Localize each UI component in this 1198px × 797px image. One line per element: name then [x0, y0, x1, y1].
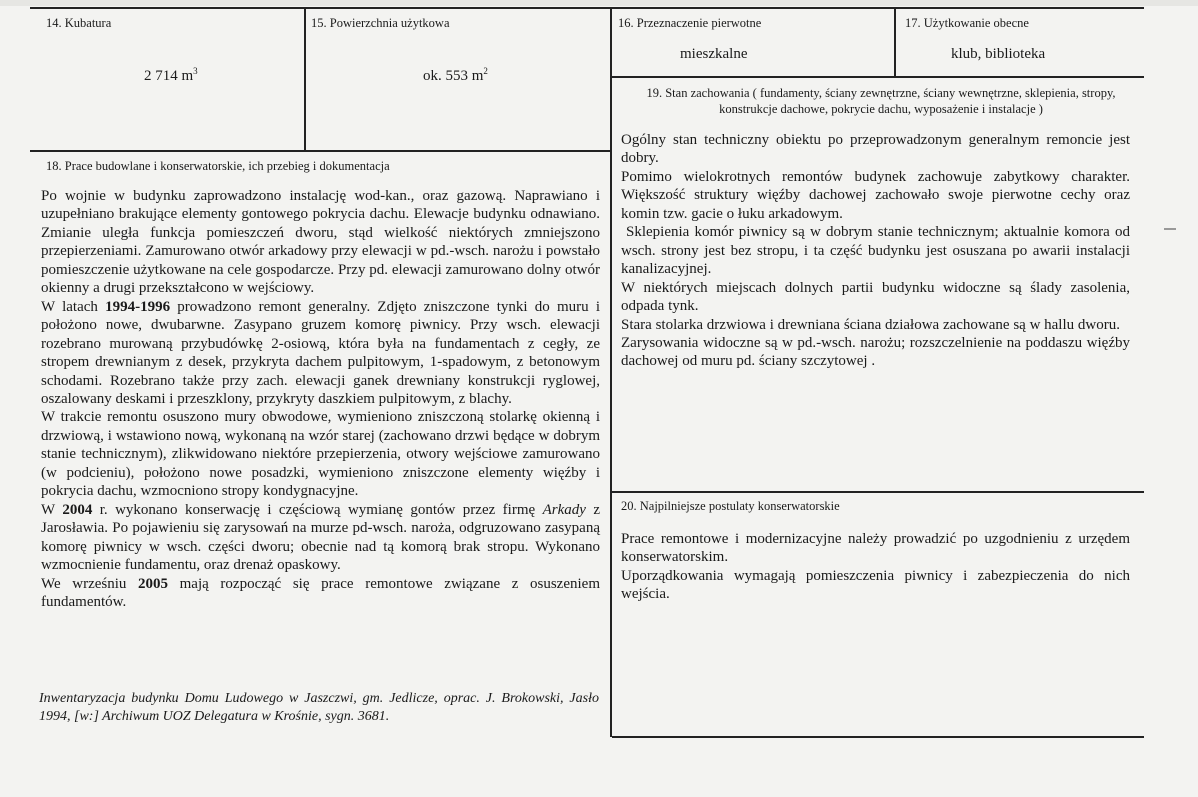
section19-paragraph: Zarysowania widoczne są w pd.-wsch. narożu; rozszczelnienie na poddaszu więźby dachowej od muru pd. ściany szczytowej . — [621, 334, 1130, 370]
sheet-top-edge — [0, 0, 1198, 6]
text: We wrześniu — [41, 575, 139, 592]
text: W latach — [41, 298, 106, 315]
section20-body — [621, 530, 1130, 604]
powierzchnia-value — [423, 62, 488, 85]
przeznaczenie-label: 16. Przeznaczenie pierwotne — [618, 16, 762, 30]
divider-16-17 — [894, 7, 896, 77]
powierzchnia-label: 15. Powierzchnia użytkowa — [311, 16, 450, 30]
section20-paragraph: Prace remontowe i modernizacyjne należy prowadzić po uzgodnieniu z urzędem konserwatorskim. — [621, 531, 1130, 566]
section19-paragraph: Stara stolarka drzwiowa i drewniana ściana działowa zachowane są w hallu dworu. — [621, 316, 1120, 333]
section19-paragraph: Pomimo wielokrotnych remontów budynek zachowuje zabytkowy charakter. Większość struktury więźby dachowej zachowało swoje pierwotne cechy oraz komin tzw. gacie o łuku arkadowym. — [621, 168, 1130, 222]
rule-19-20 — [612, 491, 1144, 493]
kubatura-number: 2 714 m — [144, 68, 194, 84]
kubatura-value — [144, 62, 198, 85]
text: prowadzono remont generalny. Zdjęto zniszczone tynki do muru i położono nowe, dwubarwne. Zasypano gruzem komorę piwnicy. Przy wsch. elewacji rozebrano murowaną przybudówkę 2-osiową, która była na fundamentach z cegły, ze stropem drewnianym z desek, przykryta dachem pulpitowym, 1-spadowym, z betonowym schodami. Rozebrano także przy zach. elewacji ganek drewniany konstrukcji ryglowej, oszalowany deskami i przeszklony, przykryty daszkiem pulpitowym, z blachy. — [41, 298, 601, 407]
uzytkowanie-value: klub, biblioteka — [951, 46, 1046, 62]
section18-paragraph — [41, 298, 600, 409]
section19-paragraph: Ogólny stan techniczny obiektu po przeprowadzonym generalnym remoncie jest dobry. — [621, 132, 1130, 167]
years-1994-1996: 1994-1996 — [105, 298, 171, 315]
divider-15-16 — [610, 7, 612, 737]
section18-label: 18. Prace budowlane i konserwatorskie, ich przebieg i dokumentacja — [46, 159, 390, 173]
section19-paragraph: W niektórych miejscach dolnych partii budynku widoczne są ślady zasolenia, odpada tynk. — [621, 279, 1130, 315]
kubatura-exponent: 3 — [193, 66, 198, 76]
archive-reference-note: Inwentaryzacja budynku Domu Ludowego w Jaszczwi, gm. Jedlicze, oprac. J. Brokowski, Jasło 1994, [w:] Archiwum UOZ Delegatura w Krośnie, sygn. 3681. — [39, 691, 599, 724]
section18-paragraph — [41, 575, 600, 612]
text: mają rozpocząć się prace remontowe związane z osuszeniem fundamentów. — [41, 575, 600, 610]
scan-mark — [1164, 228, 1176, 230]
section20-label: 20. Najpilniejsze postulaty konserwatorskie — [621, 499, 840, 513]
powierzchnia-exponent: 2 — [483, 66, 488, 76]
firm-name: Arkady — [542, 501, 586, 518]
section18-paragraph: Po wojnie w budynku zaprowadzono instalację wod-kan., oraz gazową. Naprawiano i uzupełniano brakujące elementy gontowego pokrycia dachu. Elewacje budynku odnawiano. Zmianie uległa funkcja pomieszczeń dworu, stąd wielkość niektórych zmniejszono przepierzeniami. Zamurowano otwór arkadowy przy elewacji w pd.-wsch. narożu i powstało pomieszczenie użytkowane na cele gospodarcze. Przy pd. elewacji zamurowano dolny otwór okienny a drugi przekształcono w wejściowy. — [41, 188, 600, 297]
przeznaczenie-value: mieszkalne — [680, 46, 748, 62]
uzytkowanie-label: 17. Użytkowanie obecne — [905, 16, 1029, 30]
text: r. wykonano konserwację i częściową wymianę gontów przez firmę — [92, 501, 543, 518]
section19-label: 19. Stan zachowania ( fundamenty, ściany zewnętrzne, ściany wewnętrzne, sklepienia, stropy, konstrukcje dachowe, pokrycie dachu, wyposażenie i instalacje ) — [646, 86, 1116, 116]
divider-14-15 — [304, 7, 306, 152]
bottom-rule — [612, 736, 1144, 738]
section19-paragraph: Sklepienia komór piwnicy są w dobrym stanie technicznym; aktualnie komora od wsch. strony jest bez stropu, i ta część budynku jest osuszana po awarii instalacji kanalizacyjnej. — [621, 224, 1130, 278]
section19-body — [621, 131, 1130, 371]
kubatura-label: 14. Kubatura — [46, 16, 112, 30]
section18-paragraph — [41, 501, 600, 575]
year-2005: 2005 — [138, 575, 169, 592]
rule-14-18 — [30, 150, 610, 152]
top-rule — [30, 7, 1144, 9]
text: W — [41, 501, 63, 518]
section18-body — [41, 187, 600, 611]
section18-paragraph: W trakcie remontu osuszono mury obwodowe, wymieniono zniszczoną stolarkę okienną i drzwiową, i wstawiono nową, wykonaną na wzór starej (zachowano drzwi będące w dobrym stanie technicznym), zlikwidowano niektóre przepierzenia, otwory wejściowe zamurowano (w podcieniu), położono nowe posadzki, wymieniono zniszczone elementy więźby i pokrycia dachu, wzmocniono stropy kondygnacyjne. — [41, 409, 600, 500]
text: z Jarosławia. Po pojawieniu się zarysowań na murze pd-wsch. naroża, odgruzowano zasypaną komorę piwnicy w wsch. części dworu; obecnie nad tą komorą brak stropu. Wykonano wzmocnienie fundamentu, oraz drenaż opaskowy. — [41, 501, 600, 574]
year-2004: 2004 — [62, 501, 93, 518]
section20-paragraph: Uporządkowania wymagają pomieszczenia piwnicy i zabezpieczenia do nich wejścia. — [621, 567, 1130, 603]
powierzchnia-number: ok. 553 m — [423, 68, 484, 84]
rule-16-19 — [612, 76, 1144, 78]
